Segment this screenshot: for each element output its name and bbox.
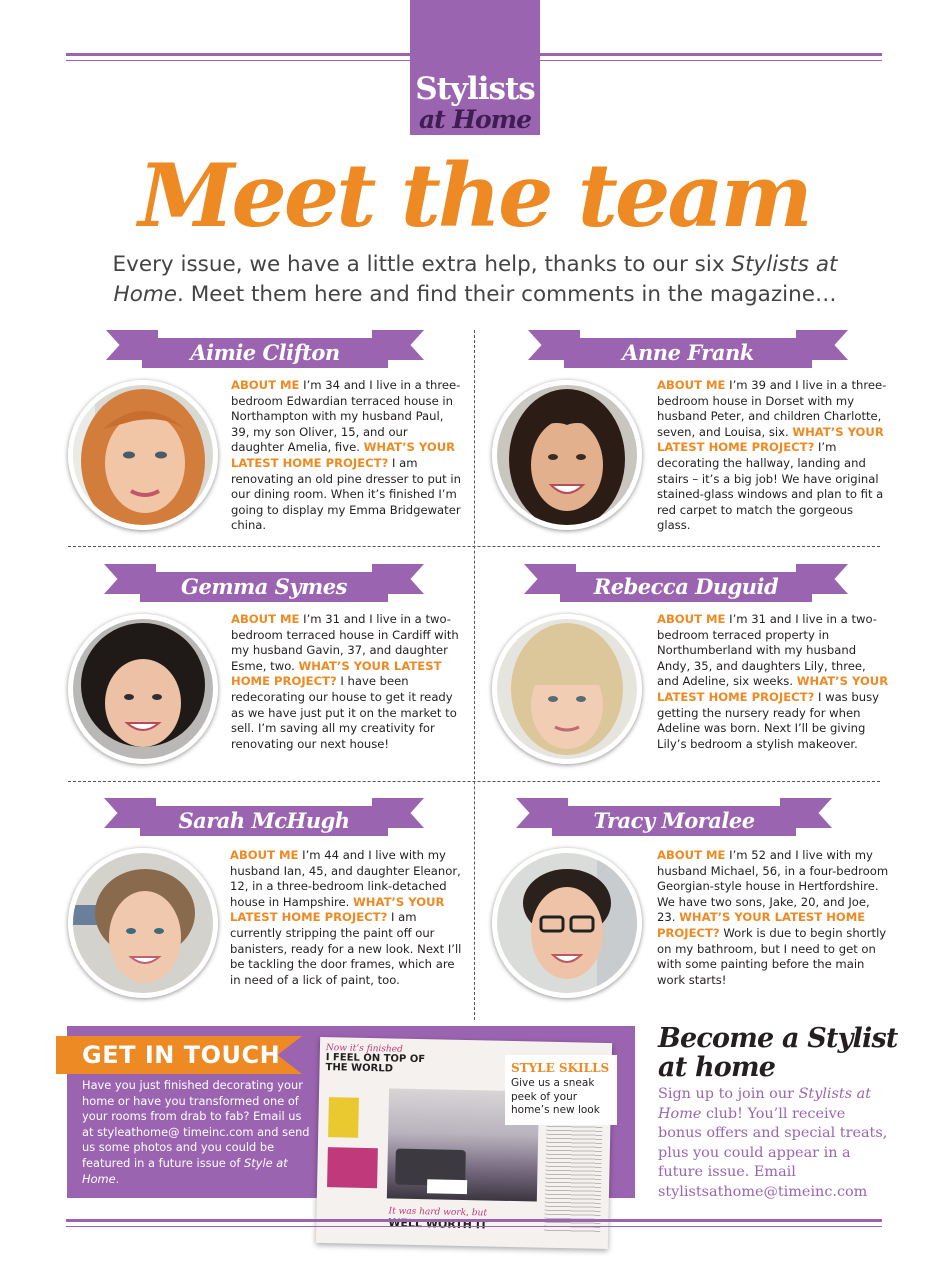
stylist-name: Anne Frank: [564, 338, 812, 368]
contact-text-2: .: [115, 1171, 120, 1186]
about-text: I’m 31 and I live in a two-bedroom terraced house in Cardiff with my husband Gavin, 37, and daughter Esme, two.: [231, 612, 459, 673]
name-banner-tracy: [516, 798, 832, 838]
grid-divider-2: [68, 781, 880, 782]
bottom-rule-thin: [66, 1226, 882, 1227]
avatar-tracy: [492, 848, 642, 998]
style-skills-body: Give us a sneak peek of your home’s new look: [511, 1077, 600, 1116]
bio-tracy: [657, 848, 889, 988]
become-text-1: Sign up to join our: [658, 1086, 799, 1102]
contact-emphasis: Style at Home: [82, 1155, 288, 1186]
project-text: I am currently stripping the paint off our banisters, ready for a new look. Next I’ll be tackling the door frames, which are in need of a lick of paint, too.: [230, 910, 462, 987]
project-label: WHAT’S YOUR LATEST HOME PROJECT?: [230, 894, 445, 925]
mag-bottom-headline: WELL WORTH IT: [388, 1216, 488, 1232]
get-in-touch-title: GET IN TOUCH: [82, 1041, 281, 1069]
about-label: ABOUT ME: [231, 612, 300, 626]
about-label: ABOUT ME: [657, 612, 726, 626]
portrait-photo: [73, 853, 213, 993]
bottom-rule: [66, 1219, 882, 1222]
project-label: WHAT’S YOUR LATEST HOME PROJECT?: [657, 424, 884, 455]
intro-part-1: Every issue, we have a little extra help, thanks to our six: [112, 252, 732, 277]
style-skills-card: [505, 1055, 617, 1125]
bio-aimie: [231, 378, 463, 534]
mag-photo-thumb: [327, 1147, 378, 1188]
avatar-sarah: [68, 848, 218, 998]
stylist-name: Aimie Clifton: [142, 338, 388, 368]
intro-emphasis: Stylists at Home: [113, 252, 838, 307]
name-banner-gemma: [104, 564, 424, 604]
intro-part-2: . Meet them here and find their comments in the magazine…: [177, 282, 837, 307]
project-label: WHAT’S YOUR LATEST HOME PROJECT?: [657, 674, 889, 704]
portrait-photo: [497, 619, 637, 759]
project-label: WHAT’S YOUR LATEST HOME PROJECT?: [657, 910, 866, 940]
avatar-rebecca: [492, 614, 642, 764]
portrait-photo: [497, 853, 637, 993]
about-text: I’m 34 and I live in a three-bedroom Edwardian terraced house in Northampton with my husband Paul, 39, my son Oliver, 15, and our daughter Amelia, five.: [231, 378, 461, 455]
bio-rebecca: [657, 612, 889, 752]
about-label: ABOUT ME: [230, 848, 299, 862]
bio-sarah: [230, 848, 462, 988]
become-emphasis: Stylists at Home: [658, 1086, 872, 1122]
mag-headline: I FEEL ON TOP OF THE WORLD: [325, 1052, 426, 1075]
about-text: I’m 31 and I live in a two-bedroom terraced property in Northumberland with my husband Andy, 35, and daughters Lily, three, and Adeline, six weeks.: [657, 612, 877, 689]
logo-line-1: Stylists: [415, 71, 535, 107]
grid-vertical-divider: [474, 330, 475, 1020]
logo-line-2: at Home: [418, 105, 532, 134]
stylist-name: Tracy Moralee: [552, 806, 796, 836]
bio-gemma: [231, 612, 463, 752]
about-text: I’m 44 and I live with my husband Ian, 45, and daughter Eleanor, 12, in a three-bedroom link-detached house in Hampshire.: [230, 848, 461, 909]
mag-bottom-kicker: It was hard work, but: [388, 1206, 488, 1219]
become-stylist-body: [658, 1085, 890, 1202]
name-banner-anne: [528, 330, 848, 370]
stylist-name: Rebecca Duguid: [560, 572, 812, 602]
about-label: ABOUT ME: [231, 378, 300, 392]
mag-coffee-table: [427, 1179, 467, 1194]
about-text: I’m 52 and I live with my husband Michael, 56, in a four-bedroom Georgian-style house in Hertfordshire. We have two sons, Jake, 20, and Joe, 23.: [657, 848, 889, 925]
mag-kicker: Now it’s finished: [325, 1043, 403, 1055]
portrait-photo: [73, 619, 213, 759]
portrait-photo: [73, 385, 213, 525]
get-in-touch-body: [82, 1078, 312, 1187]
about-label: ABOUT ME: [657, 378, 726, 392]
project-text: Work is due to begin shortly on my bathroom, but I need to get on with some painting before the main work starts!: [657, 925, 887, 987]
project-label: WHAT’S YOUR LATEST HOME PROJECT?: [231, 658, 442, 689]
contact-text-1: Have you just finished decorating your home or have you transformed one of your rooms from drab to fab? Email us at styleathome@ timeinc.com and send us some photos and you could be featured in a future issue of: [82, 1078, 310, 1170]
about-label: ABOUT ME: [657, 848, 726, 862]
stylists-at-home-logo: [410, 0, 540, 135]
about-text: I’m 39 and I live in a three-bedroom house in Dorset with my husband Peter, and children Charlotte, seven, and Louisa, six.: [657, 378, 887, 439]
page-title: Meet the team: [138, 144, 810, 247]
style-skills-title: STYLE SKILLS: [511, 1061, 610, 1075]
become-text-2: club! You’ll receive bonus offers and special treats, plus you could appear in a future issue. Email stylistsathome@timeinc.com: [658, 1105, 888, 1200]
project-label: WHAT’S YOUR LATEST HOME PROJECT?: [231, 440, 456, 470]
avatar-anne: [492, 380, 642, 530]
name-banner-sarah: [104, 798, 424, 838]
project-text: I am renovating an old pine dresser to put in our dining room. When it’s finished I’m going to display my Emma Bridgewater china.: [231, 455, 461, 533]
name-banner-aimie: [106, 330, 424, 370]
mag-body-text: [544, 1122, 602, 1233]
mag-photo-thumb: [328, 1097, 359, 1138]
stylist-name: Gemma Symes: [140, 572, 388, 602]
stylist-name: Sarah McHugh: [140, 806, 388, 836]
bio-anne: [657, 378, 889, 534]
project-text: I’m decorating the hallway, landing and stairs – it’s a big job! We have original stained-glass windows and plan to fit a red carpet to match the gorgeous glass.: [657, 440, 884, 533]
project-text: I was busy getting the nursery ready for when Adeline was born. Next I’ll be giving Lily’s bedroom a stylish makeover.: [657, 689, 880, 751]
project-text: I have been redecorating our house to get it ready as we have just put it on the market to sell. I’m saving all my creativity for renovating our next house!: [231, 674, 457, 751]
avatar-aimie: [68, 380, 218, 530]
avatar-gemma: [68, 614, 218, 764]
become-stylist-title: Become a Stylist at home: [658, 1023, 898, 1083]
portrait-photo: [497, 385, 637, 525]
grid-divider-1: [68, 546, 880, 547]
intro-text: [90, 250, 860, 310]
name-banner-rebecca: [524, 564, 848, 604]
